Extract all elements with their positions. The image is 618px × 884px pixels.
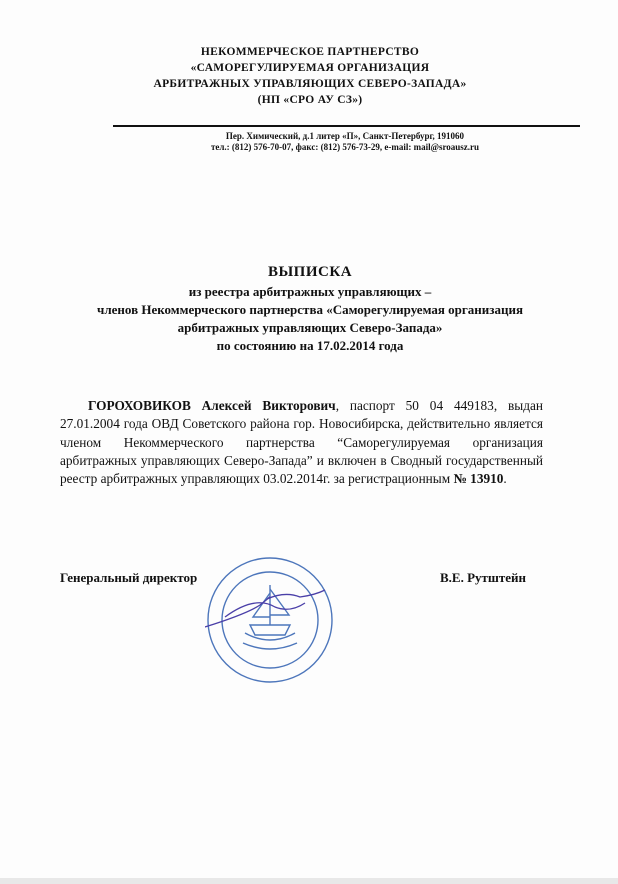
body-text-1: , паспорт 50 04 449183, выдан 27.01.2004 года ОВД Советского района гор. Новосибирска, действительно является членом Некоммерческого партнерства “Саморегулируемая организация арбитражных управляющих Северо-Запада” и включен в Сводный государственный реестр арбитражных управляющих 03.02.2014г. за регистрационным xyxy=(60,398,543,487)
contacts-line: тел.: (812) 576-70-07, факс: (812) 576-73-29, e-mail: mail@sroausz.ru xyxy=(210,142,480,152)
document-subtitle-1: из реестра арбитражных управляющих – xyxy=(188,284,432,299)
organization-seal-icon xyxy=(205,555,335,685)
org-name-line-1: НЕКОММЕРЧЕСКОЕ ПАРТНЕРСТВО xyxy=(200,46,420,58)
document-date-line: по состоянию на 17.02.2014 года xyxy=(216,338,404,353)
org-address xyxy=(110,131,580,153)
scan-bottom-edge xyxy=(0,878,618,884)
org-name-line-2: «САМОРЕГУЛИРУЕМАЯ ОРГАНИЗАЦИЯ xyxy=(190,62,430,74)
body-text-end: . xyxy=(503,471,507,487)
header-divider xyxy=(113,125,580,127)
document-subtitle-3: арбитражных управляющих Северо-Запада» xyxy=(177,320,443,335)
registration-number: № 13910 xyxy=(453,471,504,487)
document-subtitle-2: членов Некоммерческого партнерства «Саморегулируемая организация xyxy=(97,302,523,317)
address-line: Пер. Химический, д.1 литер «П», Санкт-Петербург, 191060 xyxy=(225,131,465,141)
document-title: ВЫПИСКА xyxy=(267,264,353,280)
org-abbrev: (НП «СРО АУ СЗ») xyxy=(257,94,363,106)
org-name-line-3: АРБИТРАЖНЫХ УПРАВЛЯЮЩИХ СЕВЕРО-ЗАПАДА» xyxy=(153,78,467,90)
certificate-body xyxy=(60,397,543,488)
member-name: ГОРОХОВИКОВ Алексей Викторович xyxy=(88,398,336,413)
signatory-name: В.Е. Рутштейн xyxy=(440,570,527,585)
signatory-position: Генеральный директор xyxy=(60,570,198,585)
